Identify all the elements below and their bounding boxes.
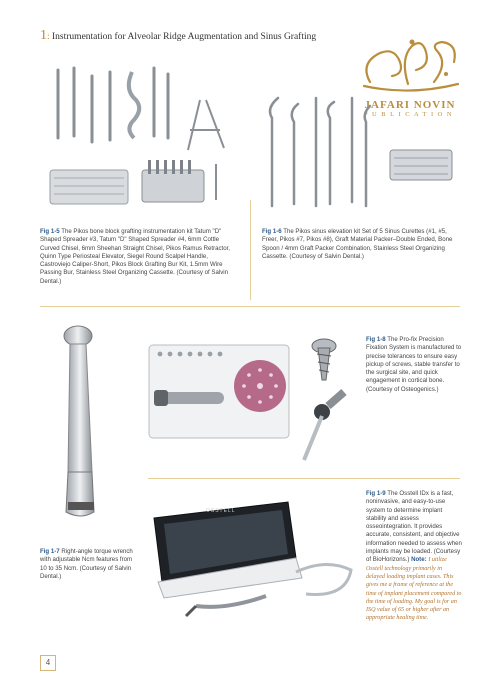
figure-1-6-image bbox=[258, 88, 458, 208]
page-number: 4 bbox=[40, 655, 56, 671]
figure-divider bbox=[148, 478, 460, 479]
figure-1-7-image bbox=[54, 322, 114, 522]
figure-1-9-caption bbox=[366, 490, 462, 623]
figure-1-7-text: Right-angle torque wrench with adjustable Ncm features from 10 to 35 Ncm. (Courtesy of Salvin Dental.) bbox=[40, 548, 133, 580]
figure-1-8-kit-image bbox=[148, 344, 290, 439]
osstell-device-illustration bbox=[146, 498, 356, 618]
figure-1-9-text: The Osstell IDx is a fast, noninvasive, and easy-to-use system to determine implant stability and assess osseointegration. It provides accurate, consistent, and objective information needed to assess when implants may be loaded. (Courtesy of BioHorizons.) bbox=[366, 490, 462, 564]
figure-1-7-caption bbox=[40, 548, 136, 581]
figure-1-8-caption bbox=[366, 336, 462, 394]
figure-1-8-screw-image bbox=[298, 334, 348, 468]
figure-1-5-label: Fig 1-5 bbox=[40, 228, 60, 235]
figure-1-6-label: Fig 1-6 bbox=[262, 228, 282, 235]
running-title: Instrumentation for Alveolar Ridge Augmentation and Sinus Grafting bbox=[52, 32, 317, 42]
figure-1-5-text: The Pikos bone block grafting instrumentation kit Tatum "D" Shaped Spreader #3, Tatum "D" Shaped Spreader #4, 6mm Cottle Curved Chisel, 6mm Sheehan Straight Chisel, Pikos Ramus Retractor, Quinn Type Periosteal Elevator, Siegel Round Scalpel Handle, Castroviejo Caliper-Short, Pikos Block Grafting Bur Kit, 1.5mm Wire Passing Bur, Stainless Steel Organizing Cassette. (Courtesy of Salvin Dental.) bbox=[40, 228, 231, 285]
figure-1-9-image bbox=[146, 498, 356, 618]
section-divider bbox=[40, 306, 460, 307]
figure-1-9-note: I utilize Osstell technology primarily in delayed loading implant cases. This gives me a frame of reference at the time of implant placement compared to the time of loading. My goal is for an ISQ value of 65 or higher after an appropriate healing time. bbox=[366, 557, 462, 622]
figure-1-6-text: The Pikos sinus elevation kit Set of 5 Sinus Curettes (#1, #5, Freer, Pikos #7, Pikos #8), Graft Material Packer–Double Ended, Bone Spoon / 4mm Graft Packer Combination, Stainless Steel Organizing Cassette. (Courtesy of Salvin Dental.) bbox=[262, 228, 453, 260]
figure-1-7-label: Fig 1-7 bbox=[40, 548, 60, 555]
fixation-kit-illustration bbox=[148, 344, 290, 439]
torque-wrench-illustration bbox=[54, 322, 114, 522]
figure-1-8-text: The Pro-fix Precision Fixation System is manufactured to precise tolerances to ensure easy pickup of screws, stable transfer to the surgical site, and quick engagement in cortical bone. (Courtesy of Osteogenics.) bbox=[366, 336, 462, 393]
chapter-number: 1 bbox=[40, 28, 47, 43]
logo-subtitle: PUBLICATION bbox=[363, 111, 457, 118]
logo-title: JAFARI NOVIN bbox=[364, 99, 456, 111]
device-screen-text: OSSTELL bbox=[206, 508, 236, 514]
column-divider bbox=[250, 200, 251, 300]
bone-block-kit-illustration bbox=[40, 60, 240, 210]
figure-1-8-label: Fig 1-8 bbox=[366, 336, 386, 343]
figure-1-9-note-label: Note: bbox=[411, 556, 427, 564]
figure-1-5-caption bbox=[40, 228, 240, 286]
figure-1-5-image bbox=[40, 60, 240, 210]
screw-icon bbox=[298, 334, 348, 468]
logo-emblem-icon bbox=[350, 34, 470, 94]
figure-1-9-label: Fig 1-9 bbox=[366, 490, 386, 497]
running-header: 1: Instrumentation for Alveolar Ridge Augmentation and Sinus Grafting bbox=[40, 28, 317, 43]
figure-1-6-caption bbox=[262, 228, 462, 261]
sinus-elevation-kit-illustration bbox=[258, 88, 458, 208]
